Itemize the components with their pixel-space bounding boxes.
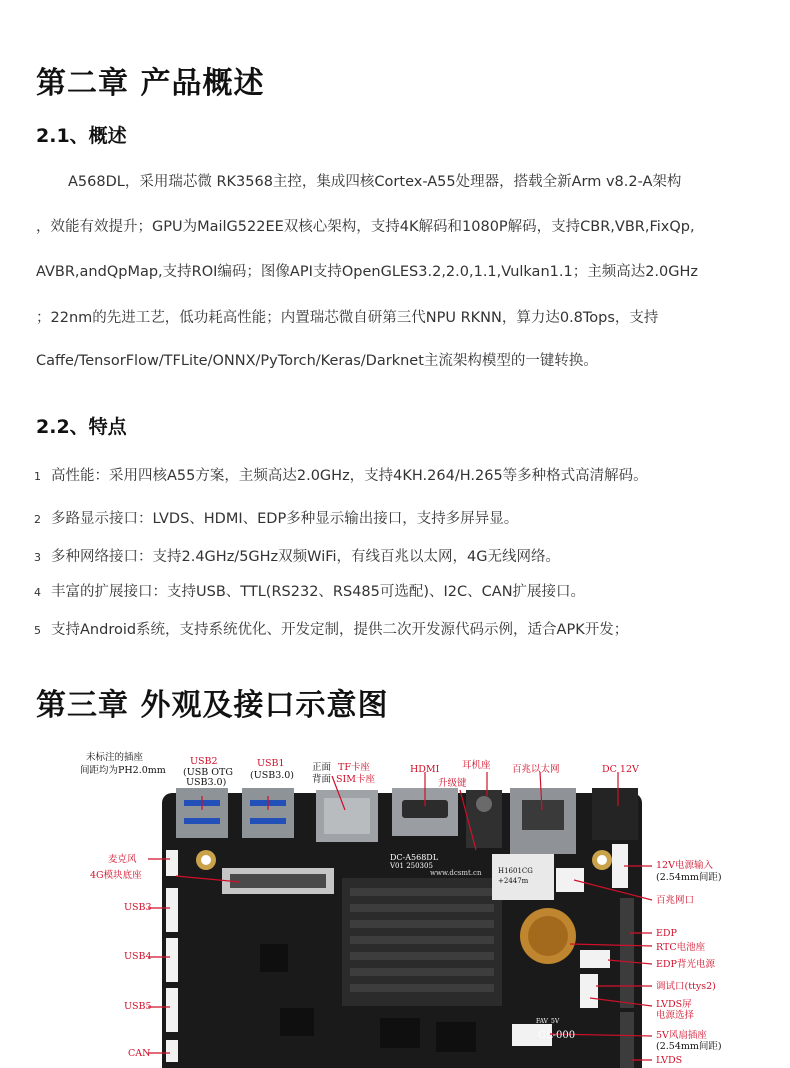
ic-chip: [380, 1018, 420, 1048]
label-rtc: RTC电池座: [656, 942, 706, 953]
usb4-connector: [166, 938, 178, 982]
feature-text: 高性能：采用四核A55方案，主频高达2.0GHz，支持4KH.264/H.265等多种格式高清解码。: [51, 468, 648, 484]
usb2-port: [176, 788, 228, 838]
edp-header: [620, 898, 634, 1008]
feature-text: 多路显示接口：LVDS、HDMI、EDP多种显示输出接口，支持多屏异显。: [51, 511, 519, 527]
label-lvds: LVDS: [656, 1055, 683, 1066]
label-front: 正面: [312, 762, 332, 773]
label-upgrade: 升级键: [438, 778, 467, 789]
overview-line: ，效能有效提升；GPU为MailG522EE双核心架构，支持4K解码和1080P解码，支持CBR,VBR,FixQp,: [36, 219, 695, 235]
label-4g-module: 4G模块底座: [90, 870, 142, 881]
feature-number: 2: [34, 513, 41, 526]
feature-item: [34, 507, 518, 528]
chapter2-title: 第二章 产品概述: [36, 66, 265, 101]
label-can: CAN: [128, 1048, 151, 1059]
mic-connector: [166, 850, 178, 876]
silk-url: www.dcsmt.cn: [430, 869, 482, 877]
silk-module-2: +2447m: [498, 877, 529, 885]
feature-text: 丰富的扩展接口：支持USB、TTL(RS232、RS485可选配)、I2C、CAN扩展接口。: [51, 584, 586, 600]
feature-number: 3: [34, 551, 41, 564]
usb3-connector: [166, 888, 178, 932]
label-usb1: USB1: [257, 758, 285, 769]
label-fan: 5V风扇插座: [656, 1030, 707, 1041]
feature-number: 1: [34, 470, 41, 483]
label-sim: SIM卡座: [336, 774, 375, 785]
note-line-2: 间距均为PH2.0mm: [80, 765, 166, 776]
silk-gl: GL-000: [538, 1030, 576, 1041]
label-edp-backlight: EDP背光电源: [656, 959, 715, 970]
feature-text: 多种网络接口：支持2.4GHz/5GHz双频WiFi，有线百兆以太网，4G无线网络。: [51, 549, 560, 565]
label-mic: 麦克风: [108, 854, 137, 865]
feature-number: 5: [34, 624, 41, 637]
edp-bl-connector: [580, 950, 610, 968]
usb5-connector: [166, 988, 178, 1032]
label-edp: EDP: [656, 928, 677, 939]
label-eth-port: 百兆网口: [656, 895, 695, 906]
silk-fav: FAV_5V: [536, 1018, 560, 1025]
label-usb3: USB3: [124, 902, 152, 913]
feature-number: 4: [34, 586, 41, 599]
section-2-2-title: 2.2、特点: [36, 416, 127, 438]
label-usb2: USB2: [190, 756, 218, 767]
feature-item: [34, 545, 560, 566]
ic-chip: [260, 944, 288, 972]
overview-line: A568DL，采用瑞芯微 RK3568主控，集成四核Cortex-A55处理器，搭载全新Arm v8.2-A架构: [68, 174, 682, 190]
label-usb1-sub: (USB3.0): [250, 770, 295, 781]
overview-line: AVBR,andQpMap,支持ROI编码；图像API支持OpenGLES3.2,2.0,1.1,Vulkan1.1；主频高达2.0GHz: [36, 264, 699, 280]
label-usb4: USB4: [124, 951, 152, 962]
chapter3-title: 第三章 外观及接口示意图: [36, 688, 389, 723]
can-connector: [166, 1040, 178, 1062]
debug-connector: [580, 974, 598, 1008]
label-12v-input: 12V电源输入: [656, 860, 713, 871]
feature-text: 支持Android系统，支持系统优化、开发定制，提供二次开发源代码示例，适合APK开发；: [51, 622, 629, 638]
ic-chip: [436, 1022, 476, 1052]
overview-line: ；22nm的先进工艺，低功耗高性能；内置瑞芯微自研第三代NPU RKNN，算力达0.8Tops，支持: [36, 310, 659, 326]
note-line-1: 未标注的插座: [86, 752, 144, 763]
heatsink: [342, 878, 502, 1006]
lvds-header: [620, 1012, 634, 1068]
silk-version: V01 250305: [390, 862, 433, 870]
label-debug: 调试口(ttys2): [656, 981, 716, 992]
label-hdmi: HDMI: [410, 764, 440, 775]
overview-line: Caffe/TensorFlow/TFLite/ONNX/PyTorch/Keras/Darknet主流架构模型的一键转换。: [36, 353, 598, 369]
label-fan-pitch: (2.54mm间距): [656, 1041, 722, 1052]
label-12v-pitch: (2.54mm间距): [656, 872, 722, 883]
label-usb2-sub1: (USB OTG: [183, 767, 233, 778]
feature-item: [34, 618, 628, 639]
pcb-board-illustration: [80, 748, 740, 1068]
section-2-1-title: 2.1、概述: [36, 125, 127, 147]
label-back: 背面: [312, 774, 332, 785]
label-lvds-screen: LVDS屏: [656, 999, 692, 1010]
silk-model: DC-A568DL: [390, 853, 439, 862]
silk-module: H1601CG: [498, 867, 533, 875]
label-lvds-power: 电源选择: [656, 1010, 695, 1021]
label-usb5: USB5: [124, 1001, 152, 1012]
feature-item: [34, 464, 648, 485]
eth-header: [556, 868, 584, 892]
dc-jack: [592, 788, 638, 840]
label-ethernet: 百兆以太网: [512, 764, 560, 775]
usb1-port: [242, 788, 294, 838]
label-dc: DC 12V: [602, 764, 639, 775]
label-tf: TF卡座: [338, 762, 370, 773]
ic-chip: [280, 1008, 314, 1036]
label-headphone: 耳机座: [462, 760, 491, 771]
board-interface-diagram: [80, 748, 740, 1068]
label-usb2-sub2: USB3.0): [186, 777, 227, 788]
feature-item: [34, 580, 585, 601]
